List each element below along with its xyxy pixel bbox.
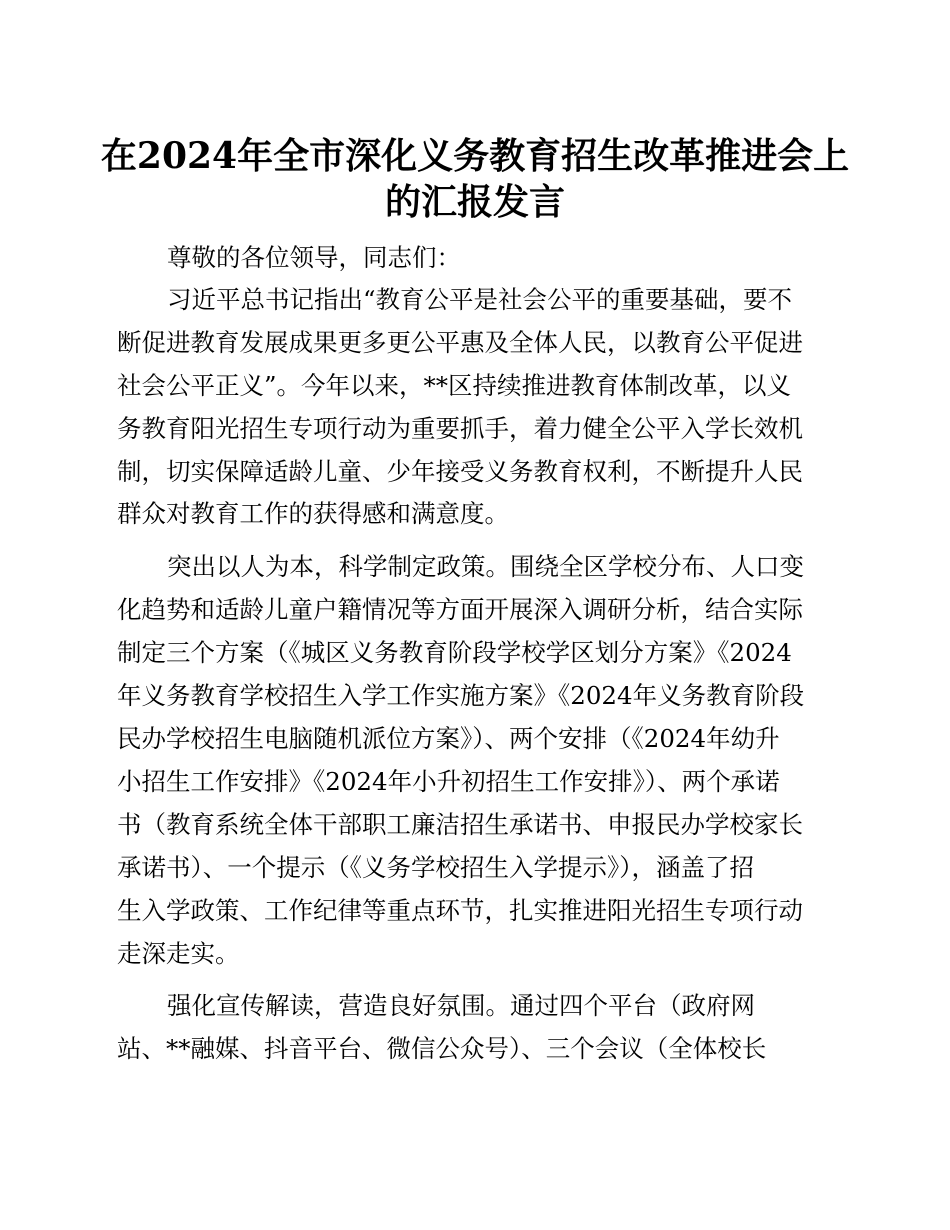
body-line: 年义务教育学校招生入学工作实施方案》《2024年义务教育阶段 (117, 681, 805, 710)
body-line: 化趋势和适龄儿童户籍情况等方面开展深入调研分析，结合实际 (117, 595, 803, 624)
body-line: 习近平总书记指出“教育公平是社会公平的重要基础，要不 (167, 285, 793, 314)
body-line: 小招生工作安排》《2024年小升初招生工作安排》）、两个承诺 (117, 767, 780, 796)
body-line: 断促进教育发展成果更多更公平惠及全体人民，以教育公平促进 (117, 328, 803, 357)
body-line: 书（教育系统全体干部职工廉洁招生承诺书、申报民办学校家长 (117, 810, 803, 839)
body-line: 社会公平正义”。今年以来，**区持续推进教育体制改革，以义 (117, 371, 792, 400)
body-line: 生入学政策、工作纪律等重点环节，扎实推进阳光招生专项行动 (117, 896, 803, 925)
document-title-line-2: 的汇报发言 (384, 181, 565, 223)
body-line: 民办学校招生电脑随机派位方案》）、两个安排（《2024年幼升 (117, 724, 780, 753)
body-line: 走深走实。 (117, 939, 240, 968)
body-line: 务教育阳光招生专项行动为重要抓手，着力健全公平入学长效机 (117, 414, 803, 443)
body-line: 突出以人为本，科学制定政策。围绕全区学校分布、人口变 (167, 552, 804, 581)
salutation-line: 尊敬的各位领导，同志们： (167, 243, 461, 272)
body-line: 制，切实保障适龄儿童、少年接受义务教育权利，不断提升人民 (117, 457, 803, 486)
body-line: 站、**融媒、抖音平台、微信公众号）、三个会议（全体校长 (117, 1034, 767, 1063)
body-line: 强化宣传解读，营造良好氛围。通过四个平台（政府网 (167, 991, 755, 1020)
body-line: 群众对教育工作的获得感和满意度。 (117, 499, 509, 528)
body-line: 制定三个方案（《城区义务教育阶段学校学区划分方案》《2024 (117, 638, 792, 667)
document-title-line-1: 在2024年全市深化义务教育招生改革推进会上 (100, 135, 850, 177)
body-line: 承诺书）、一个提示（《义务学校招生入学提示》），涵盖了招 (117, 853, 754, 882)
